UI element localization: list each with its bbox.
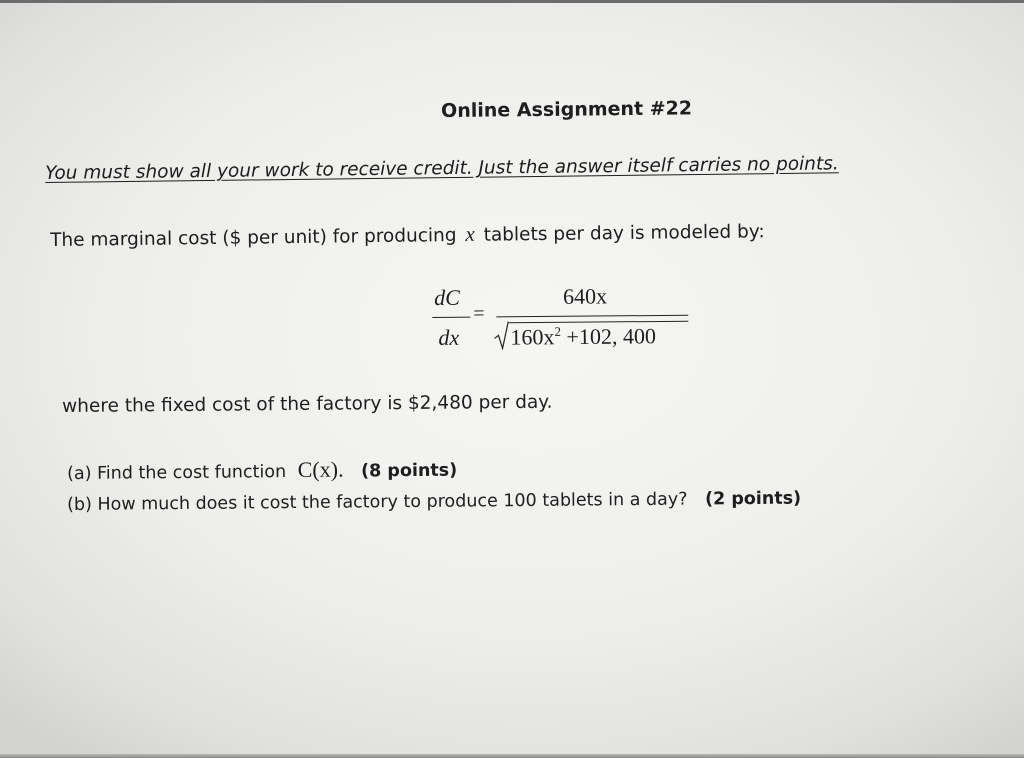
marginal-cost-equation [428,281,699,363]
bottom-edge [0,754,1024,758]
rhs-denominator-exponent: 2 [554,323,561,339]
part-a-text: (a) Find the cost function [67,462,287,484]
intro-text-after: tablets per day is modeled by: [483,221,765,246]
rhs-denominator-coefficient: 160x [510,324,555,350]
lhs-denominator: dx [438,324,460,350]
rhs-denominator-rest: +102, 400 [566,323,657,350]
lhs-fraction-bar [432,317,470,318]
equals-sign: = [473,302,485,325]
fixed-cost-text: where the fixed cost of the factory is $2,480 per day. [62,391,553,417]
page-title: Online Assignment #22 [441,97,693,122]
square-root-icon [494,320,508,350]
part-a [67,456,457,485]
work-notice: You must show all your work to receive credit. Just the answer itself carries no points. [45,153,839,184]
intro-text-before: The marginal cost ($ per unit) for producing [50,225,457,251]
cost-function: C(x). [297,456,344,482]
part-a-points: (8 points) [361,460,458,482]
part-b-text: (b) How much does it cost the factory to produce 100 tablets in a day? [67,489,688,515]
rhs-denominator [510,323,656,351]
part-b [67,489,801,515]
part-b-points: (2 points) [704,488,802,510]
rhs-fraction-bar [496,315,688,318]
problem-intro [50,218,765,252]
rhs-numerator: 640x [563,283,608,309]
lhs-numerator: dC [434,284,460,310]
variable-x: x [465,221,475,246]
